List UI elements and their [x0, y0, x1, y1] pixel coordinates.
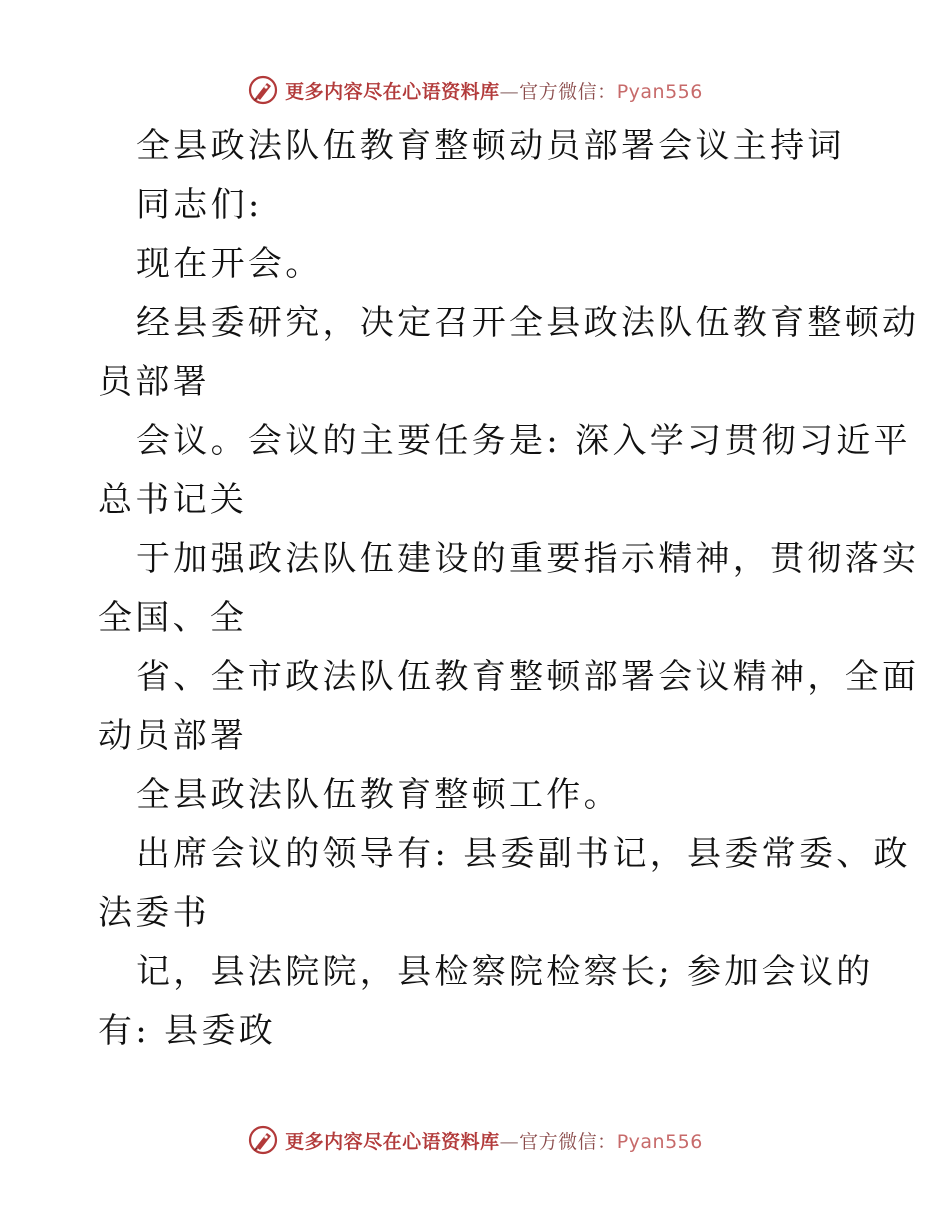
document-line: 全国、全: [98, 598, 248, 638]
document-line: 总书记关: [98, 480, 248, 520]
document-line: 动员部署: [98, 716, 248, 756]
document-line: 经县委研究，决定召开全县政法队伍教育整顿动: [136, 303, 920, 343]
document-line: 出席会议的领导有: 县委副书记，县委常委、政: [136, 834, 911, 874]
document-line: 员部署: [98, 362, 210, 402]
footer-banner: [0, 1120, 950, 1160]
document-line: 法委书: [98, 893, 210, 933]
banner-dash: —: [499, 80, 520, 103]
banner-text: [285, 1127, 703, 1154]
pen-nib-logo-icon: [247, 74, 279, 106]
document-line: 省、全市政法队伍教育整顿部署会议精神，全面: [136, 657, 920, 697]
banner-main-text: 更多内容尽在心语资料库: [285, 1130, 500, 1153]
document-line: 记，县法院院，县检察院检察长; 参加会议的: [136, 952, 874, 992]
document-line: 全县政法队伍教育整顿动员部署会议主持词: [136, 126, 845, 166]
banner-main-text: 更多内容尽在心语资料库: [285, 80, 500, 103]
document-body: [98, 117, 920, 1061]
document-line: 于加强政法队伍建设的重要指示精神，贯彻落实: [136, 539, 920, 579]
document-line: 同志们:: [136, 185, 263, 225]
document-line: 全县政法队伍教育整顿工作。: [136, 775, 621, 815]
document-line: 现在开会。: [136, 244, 323, 284]
banner-wechat-id: Pyan556: [616, 80, 703, 103]
banner-dash: —: [499, 1130, 520, 1153]
header-banner: [0, 70, 950, 110]
document-line: 会议。会议的主要任务是: 深入学习贯彻习近平: [136, 421, 911, 461]
banner-wechat-label: 官方微信：: [519, 80, 617, 103]
banner-text: [285, 77, 703, 104]
pen-nib-logo-icon: [247, 1124, 279, 1156]
document-line: 有: 县委政: [98, 1011, 277, 1051]
banner-wechat-label: 官方微信：: [519, 1130, 617, 1153]
banner-wechat-id: Pyan556: [616, 1130, 703, 1153]
